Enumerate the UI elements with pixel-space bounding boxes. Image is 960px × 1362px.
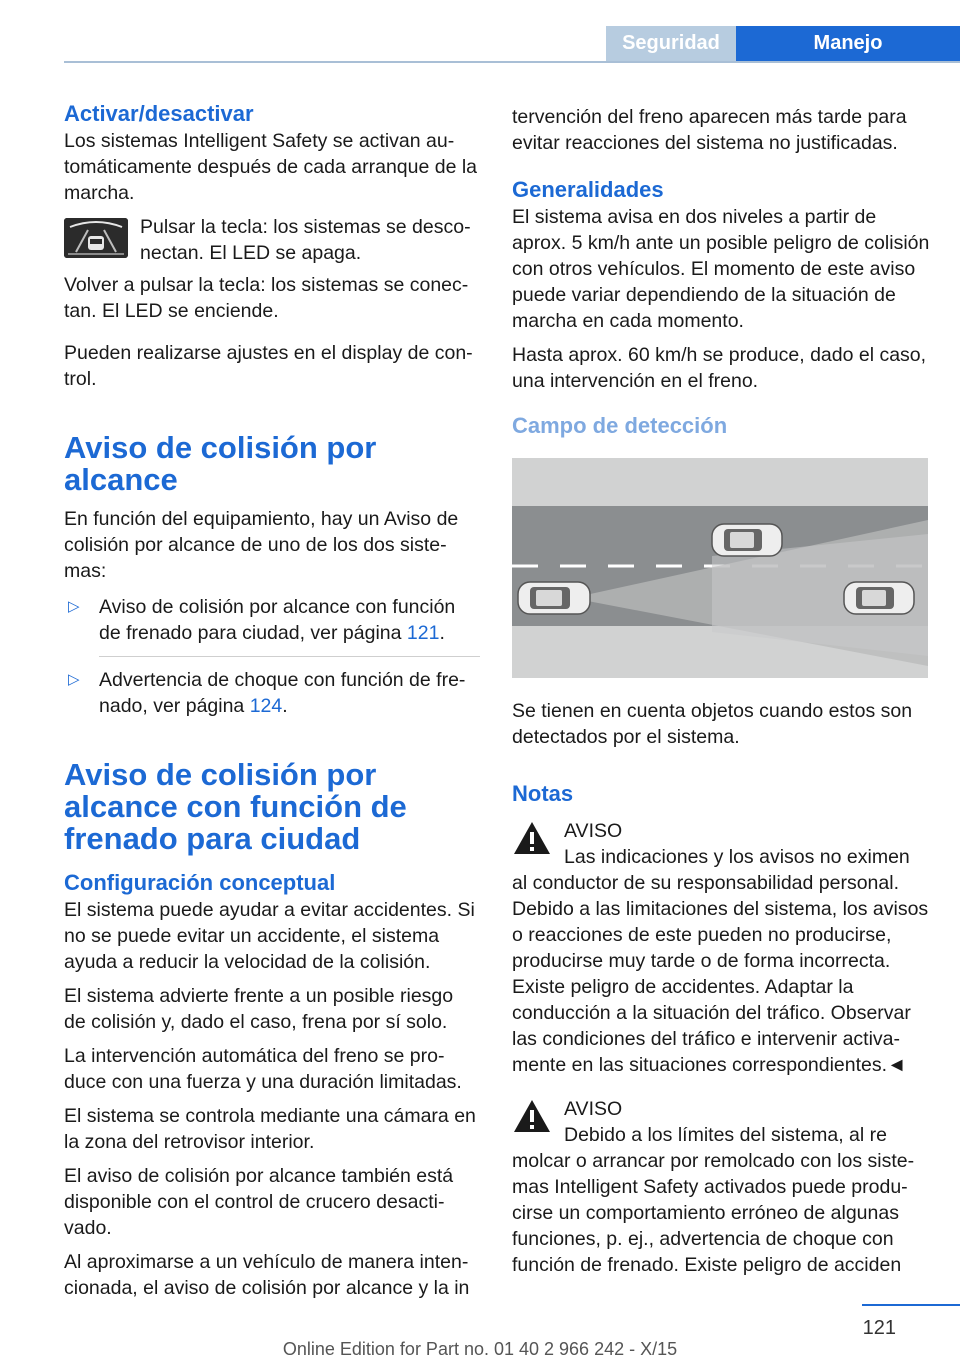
aviso-paragraph: En función del equipamiento, hay un Aviso de colisión por alcance de uno de los dos sistemas: (64, 508, 459, 582)
config-paragraph-3: La intervención automática del freno se produce con una fuerza y una duración limitadas. (64, 1045, 462, 1093)
config-paragraph-4: El sistema se controla mediante una cámara en la zona del retrovisor interior. (64, 1105, 476, 1153)
warning-triangle-icon (512, 1098, 552, 1134)
section-title-frenado-ciudad: Aviso de colisión por alcance con función de frenado para ciudad (64, 757, 407, 856)
generalidades-paragraph-2: Hasta aprox. 60 km/h se produce, dado el caso, una intervención en el freno. (512, 344, 927, 392)
tab-manejo[interactable]: Manejo (736, 26, 960, 61)
warning-text: molcar o arrancar por remolcado con los sistemas Intelligent Safety activados puede producirse un comportamiento erróneo de algunas funciones, p. ej., advertencia de choque con función de frenado. Existe peligro de acciden (512, 1150, 915, 1276)
list-item (64, 667, 480, 719)
generalidades-paragraph-1: El sistema avisa en dos niveles a partir de aprox. 5 km/h ante un posible peligro de colisión con otros vehículos. El momento de este aviso puede variar dependiendo de la situación de marcha en cada momento. (512, 206, 930, 332)
config-paragraph-5: El aviso de colisión por alcance también está disponible con el control de crucero desactivado. (64, 1165, 454, 1239)
footer-rule (862, 1304, 960, 1306)
generalidades-heading: Generalidades (512, 177, 664, 202)
section-title-aviso: Aviso de colisión por alcance (64, 430, 377, 497)
edition-footer: Online Edition for Part no. 01 40 2 966 242 - X/15 (282, 1339, 678, 1359)
activar-heading: Activar/desactivar (64, 101, 254, 126)
warning-triangle-icon (512, 820, 552, 856)
config-heading: Configuración conceptual (64, 870, 336, 895)
config-paragraph-6: Al aproximarse a un vehículo de manera intencionada, el aviso de colisión por alcance y la in (64, 1251, 470, 1299)
left-column (64, 100, 480, 1309)
intelligent-safety-button-icon (64, 218, 128, 258)
bullet-period: . (282, 695, 288, 717)
campo-heading: Campo de detección (512, 413, 728, 438)
header-rule (64, 61, 960, 63)
bullet-text: Aviso de colisión por alcance con función de frenado para ciudad, ver página (99, 596, 456, 644)
continuation-paragraph: tervención del freno aparecen más tarde para evitar reacciones del sistema no justificadas. (512, 106, 907, 154)
warning-block-1 (512, 818, 930, 1078)
warning-first-line: Debido a los límites del sistema, al re (564, 1124, 887, 1146)
page-number: 121 (862, 1317, 896, 1339)
detection-field-illustration (512, 458, 928, 678)
warning-first-line: Las indicaciones y los avisos no eximen (564, 846, 910, 868)
own-car-icon (518, 582, 590, 614)
warning-text: al conductor de su responsabilidad personal. Debido a las limitaciones del sistema, los avisos o reacciones de este pueden no producirse, producirse muy tarde o de forma incorrecta. Existe peligro de accidentes. Adaptar la conducción a la situación del tráfico. Observar las condiciones del tráfico e intervenir activamente en las situaciones correspondientes.◄ (512, 872, 929, 1076)
bullet-period: . (439, 622, 445, 644)
triangle-bullet-icon: ▷ (68, 598, 80, 615)
page-link-124[interactable]: 124 (249, 695, 283, 717)
warning-title: AVISO (564, 1098, 623, 1120)
activar-paragraph: Los sistemas Intelligent Safety se activan automáticamente después de cada arranque de la marcha. (64, 130, 478, 204)
activar-paragraph-3: Pueden realizarse ajustes en el display de control. (64, 342, 473, 390)
page-link-121[interactable]: 121 (406, 622, 440, 644)
config-paragraph-1: El sistema puede ayudar a evitar accidentes. Si no se puede evitar un accidente, el sistema ayuda a reducir la velocidad de la colisión. (64, 899, 475, 973)
campo-paragraph: Se tienen en cuenta objetos cuando estos son detectados por el sistema. (512, 700, 913, 748)
divider (99, 656, 480, 657)
bullet-list (64, 594, 480, 719)
key-text: Pulsar la tecla: los sistemas se desconectan. El LED se apaga. (140, 216, 471, 264)
bullet-text: Advertencia de choque con función de frenado, ver página (99, 669, 466, 717)
config-paragraph-2: El sistema advierte frente a un posible riesgo de colisión y, dado el caso, frena por sí solo. (64, 985, 454, 1033)
key-instruction (64, 214, 480, 272)
activar-paragraph-2: Volver a pulsar la tecla: los sistemas se conectan. El LED se enciende. (64, 274, 469, 322)
warning-title: AVISO (564, 820, 623, 842)
list-item (64, 594, 480, 646)
tab-seguridad[interactable]: Seguridad (606, 26, 736, 61)
warning-block-2 (512, 1096, 930, 1278)
notas-heading: Notas (512, 781, 574, 806)
car-ahead-icon (712, 524, 782, 556)
triangle-bullet-icon: ▷ (68, 671, 80, 688)
right-column (512, 100, 930, 1286)
car-front-icon (844, 582, 914, 614)
